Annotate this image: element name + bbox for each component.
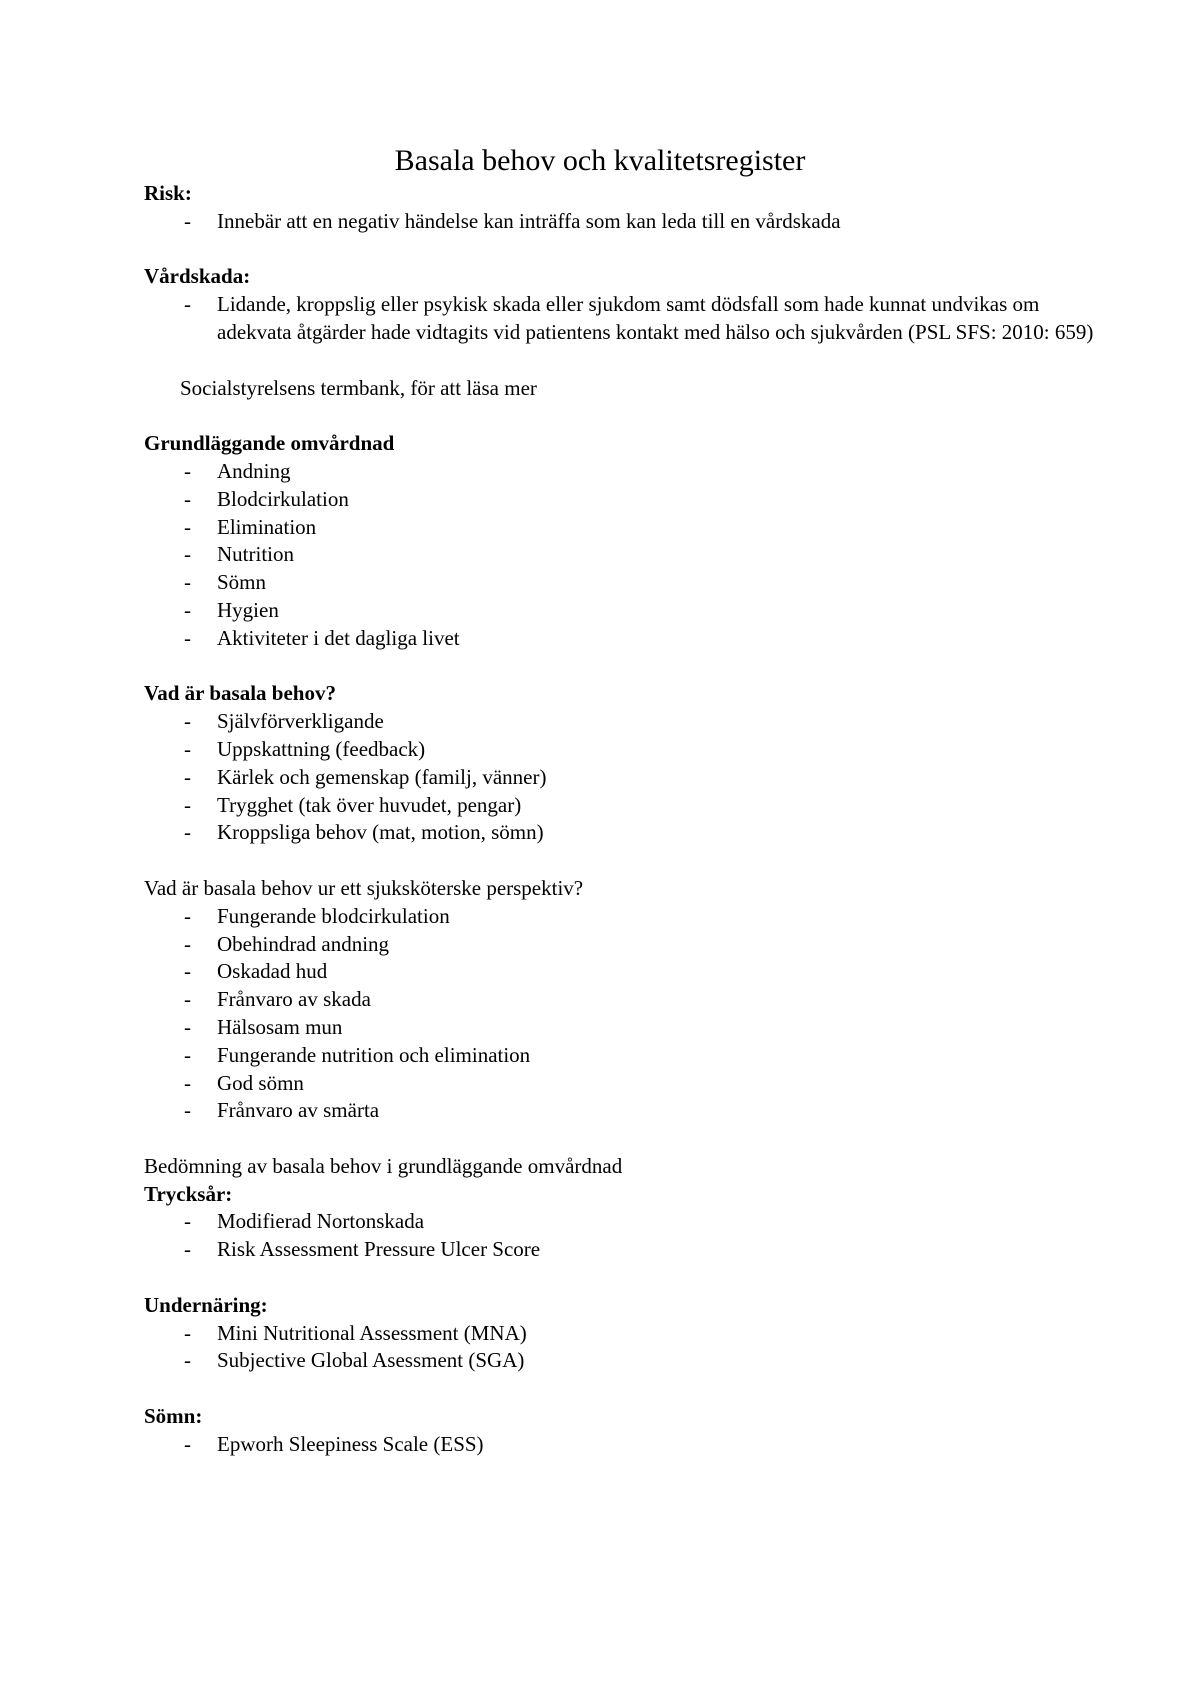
list-grundlaggande	[144, 458, 1104, 653]
list-item: - Elimination	[144, 514, 1104, 542]
list-item: - Aktiviteter i det dagliga livet	[144, 625, 1104, 653]
list-item: - Innebär att en negativ händelse kan inträffa som kan leda till en vårdskada	[144, 208, 1104, 236]
list-item: - Uppskattning (feedback)	[144, 736, 1104, 764]
list-item: - Lidande, kroppslig eller psykisk skada eller sjukdom samt dödsfall som hade kunnat undvikas om adekvata åtgärder hade vidtagits vid patientens kontakt med hälso och sjukvården (PSL SFS: 2010: 659)	[184, 292, 1094, 344]
dash-bullet: -	[184, 542, 191, 567]
list-item: - Kroppsliga behov (mat, motion, sömn)	[144, 819, 1104, 847]
dash-bullet: -	[184, 570, 191, 595]
list-item: - Hälsosam mun	[144, 1014, 1104, 1042]
heading-basala-behov: Vad är basala behov?	[144, 681, 336, 706]
dash-bullet: -	[184, 820, 191, 845]
list-item: - Frånvaro av smärta	[144, 1097, 1104, 1125]
list-item: - God sömn	[144, 1070, 1104, 1098]
heading-sjukskoterske: Vad är basala behov ur ett sjuksköterske perspektiv?	[144, 875, 584, 900]
dash-bullet: -	[184, 1098, 191, 1123]
list-item: - Modifierad Nortonskada	[144, 1208, 1104, 1236]
list-item: - Sömn	[144, 569, 1104, 597]
list-basala-behov	[144, 708, 1104, 847]
dash-bullet: -	[184, 1237, 191, 1262]
dash-bullet: -	[184, 1348, 191, 1373]
list-item: - Fungerande blodcirkulation	[144, 903, 1104, 931]
list-item: - Självförverkligande	[144, 708, 1104, 736]
document-body	[144, 180, 1104, 1459]
spacer	[144, 653, 1104, 681]
dash-bullet: -	[184, 903, 191, 928]
dash-bullet: -	[184, 1209, 191, 1234]
dash-bullet: -	[184, 1070, 191, 1095]
spacer	[144, 1375, 1104, 1403]
bedomning-intro: Bedömning av basala behov i grundläggande omvårdnad	[144, 1153, 623, 1178]
document-title: Basala behov och kvalitetsregister	[394, 144, 806, 177]
list-vardskada	[144, 291, 1104, 347]
dash-bullet: -	[184, 736, 191, 761]
list-item: - Andning	[144, 458, 1104, 486]
spacer	[144, 347, 1104, 375]
dash-bullet: -	[184, 792, 191, 817]
list-item: - Oskadad hud	[144, 958, 1104, 986]
heading-grundlaggande: Grundläggande omvårdnad	[144, 431, 395, 456]
dash-bullet: -	[184, 764, 191, 789]
spacer	[144, 236, 1104, 264]
list-item: - Trygghet (tak över huvudet, pengar)	[144, 792, 1104, 820]
spacer	[144, 1125, 1104, 1153]
dash-bullet: -	[184, 597, 191, 622]
dash-bullet: -	[184, 486, 191, 511]
list-item: - Blodcirkulation	[144, 486, 1104, 514]
dash-bullet: -	[184, 987, 191, 1012]
list-sjukskoterske	[144, 903, 1104, 1125]
heading-somn: Sömn:	[144, 1404, 203, 1429]
dash-bullet: -	[184, 208, 191, 233]
list-undernaring	[144, 1320, 1104, 1376]
list-item: - Kärlek och gemenskap (familj, vänner)	[144, 764, 1104, 792]
spacer	[144, 1264, 1104, 1292]
list-item: - Frånvaro av skada	[144, 986, 1104, 1014]
dash-bullet: -	[184, 514, 191, 539]
dash-bullet: -	[184, 1042, 191, 1067]
list-item: - Epworh Sleepiness Scale (ESS)	[144, 1431, 1104, 1459]
dash-bullet: -	[184, 931, 191, 956]
list-item: - Subjective Global Asessment (SGA)	[144, 1347, 1104, 1375]
termbank-note: Socialstyrelsens termbank, för att läsa mer	[180, 375, 537, 400]
list-item: - Hygien	[144, 597, 1104, 625]
dash-bullet: -	[184, 709, 191, 734]
dash-bullet: -	[184, 292, 191, 317]
list-risk	[144, 208, 1104, 236]
heading-trycksar: Trycksår:	[144, 1181, 233, 1206]
list-item: - Fungerande nutrition och elimination	[144, 1042, 1104, 1070]
dash-bullet: -	[184, 959, 191, 984]
spacer	[144, 402, 1104, 430]
list-item: - Mini Nutritional Assessment (MNA)	[144, 1320, 1104, 1348]
spacer	[144, 847, 1104, 875]
dash-bullet: -	[184, 625, 191, 650]
list-item: - Risk Assessment Pressure Ulcer Score	[144, 1236, 1104, 1264]
dash-bullet: -	[184, 1431, 191, 1456]
list-item: - Obehindrad andning	[144, 931, 1104, 959]
dash-bullet: -	[184, 1014, 191, 1039]
list-somn	[144, 1431, 1104, 1459]
heading-risk: Risk:	[144, 181, 192, 205]
heading-vardskada: Vårdskada:	[144, 264, 251, 289]
list-trycksar	[144, 1208, 1104, 1264]
heading-undernaring: Undernäring:	[144, 1292, 268, 1317]
dash-bullet: -	[184, 1320, 191, 1345]
list-item: - Nutrition	[144, 541, 1104, 569]
dash-bullet: -	[184, 458, 191, 483]
